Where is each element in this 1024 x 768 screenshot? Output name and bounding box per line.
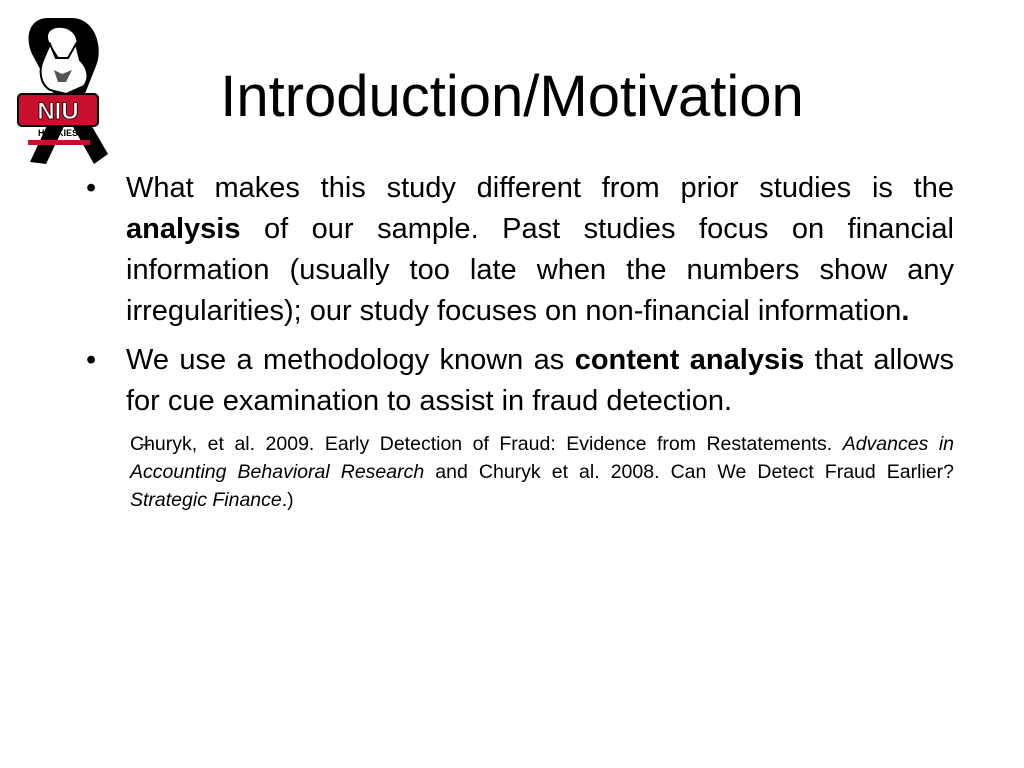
bullet-list [84,168,954,514]
bullet-text: What makes this study different from prior studies is the [126,172,954,204]
bullet-item [84,168,954,332]
niu-huskies-logo [10,14,110,166]
bullet-bold-text: analysis [126,213,241,245]
sub-bullet-wrap [84,430,954,514]
slide-body [84,168,954,522]
bullet-bold-period: . [901,295,910,327]
bullet-text: of our sample. Past studies focus on financial information (usually too late when the numbers show any irregularities); our study focuses on non-financial information [126,213,954,327]
bullet-text: that allows for cue examination to assist in fraud detection. [126,344,954,417]
sub-bullet-list [84,430,954,514]
citation-text: .) [281,489,294,511]
logo-niu-text: NIU [37,98,79,125]
bullet-item [84,340,954,514]
citation-item [84,430,954,514]
slide-title: Introduction/Motivation [220,64,804,129]
citation-journal: Strategic Finance [130,489,282,511]
bullet-text: We use a methodology known as [126,344,575,376]
citation-text: Churyk, et al. 2009. Early Detection of Fraud: Evidence from Restatements. [130,433,843,455]
citation-text: and Churyk et al. 2008. Can We Detect Fraud Earlier? [424,461,954,483]
bullet-bold-text: content analysis [574,344,805,376]
logo-huskies-text: HUSKIES [37,128,79,138]
citation-journal: Advances in Accounting Behavioral Research [130,433,954,483]
